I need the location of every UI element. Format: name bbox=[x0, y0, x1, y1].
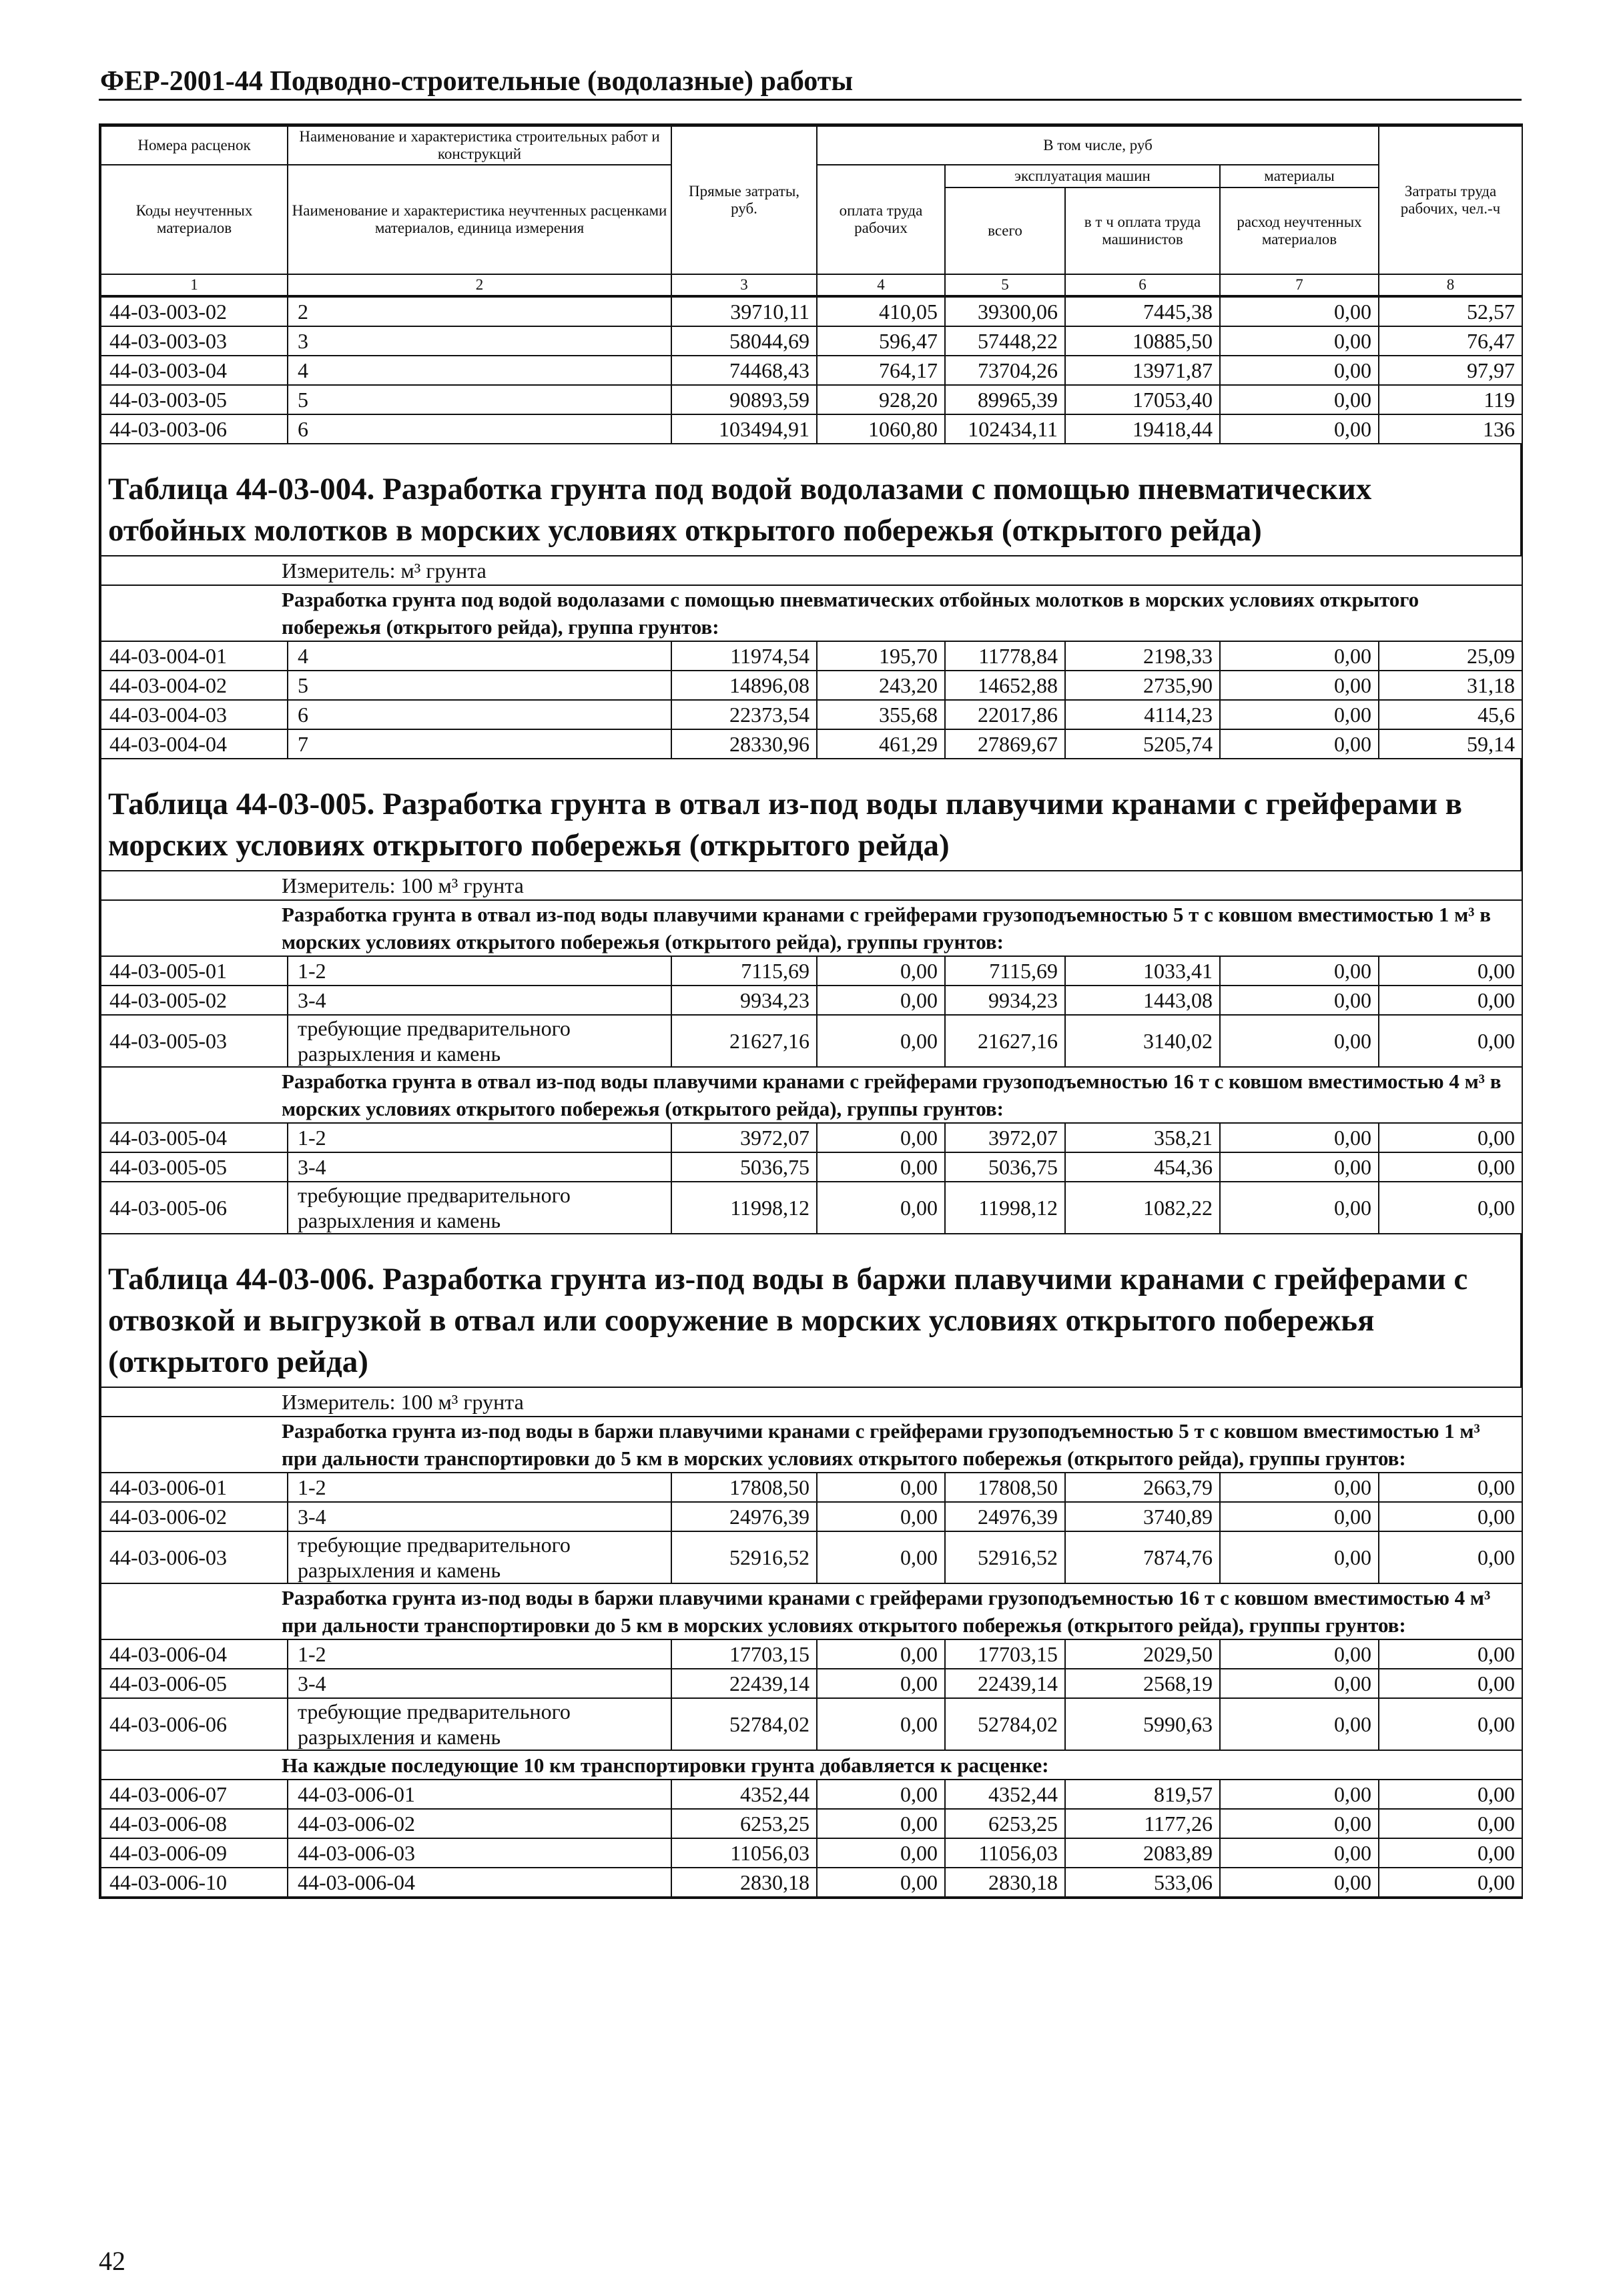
materials: 0,00 bbox=[1220, 729, 1379, 759]
worker-pay: 0,00 bbox=[817, 986, 945, 1015]
work-description: 1-2 bbox=[288, 1123, 671, 1152]
machines-total: 22439,14 bbox=[945, 1669, 1065, 1698]
column-number: 6 bbox=[1065, 274, 1220, 296]
labor-hours: 0,00 bbox=[1379, 1152, 1522, 1182]
worker-pay: 195,70 bbox=[817, 641, 945, 671]
rate-code: 44-03-004-01 bbox=[101, 641, 288, 671]
worker-pay: 0,00 bbox=[817, 1182, 945, 1234]
labor-hours: 0,00 bbox=[1379, 1502, 1522, 1531]
materials: 0,00 bbox=[1220, 1182, 1379, 1234]
materials: 0,00 bbox=[1220, 1838, 1379, 1868]
column-number: 3 bbox=[671, 274, 817, 296]
rate-code: 44-03-003-04 bbox=[101, 356, 288, 385]
header-direct-costs: Прямые затраты, руб. bbox=[671, 126, 817, 274]
machines-total: 5036,75 bbox=[945, 1152, 1065, 1182]
materials: 0,00 bbox=[1220, 671, 1379, 700]
rate-code: 44-03-006-07 bbox=[101, 1780, 288, 1809]
rate-code: 44-03-006-03 bbox=[101, 1531, 288, 1583]
direct-costs: 9934,23 bbox=[671, 986, 817, 1015]
materials: 0,00 bbox=[1220, 1123, 1379, 1152]
machines-total: 52784,02 bbox=[945, 1698, 1065, 1750]
labor-hours: 0,00 bbox=[1379, 1531, 1522, 1583]
materials: 0,00 bbox=[1220, 1698, 1379, 1750]
table-44-03-006 bbox=[100, 1387, 1523, 1898]
operator-pay: 13971,87 bbox=[1065, 356, 1220, 385]
machines-total: 17703,15 bbox=[945, 1639, 1065, 1669]
worker-pay: 0,00 bbox=[817, 1838, 945, 1868]
worker-pay: 0,00 bbox=[817, 1152, 945, 1182]
operator-pay: 3140,02 bbox=[1065, 1015, 1220, 1067]
operator-pay: 5205,74 bbox=[1065, 729, 1220, 759]
rate-code: 44-03-004-04 bbox=[101, 729, 288, 759]
column-number: 2 bbox=[288, 274, 671, 296]
machines-total: 102434,11 bbox=[945, 414, 1065, 444]
machines-total: 39300,06 bbox=[945, 297, 1065, 326]
column-number: 1 bbox=[101, 274, 288, 296]
operator-pay: 2568,19 bbox=[1065, 1669, 1220, 1698]
rate-code: 44-03-006-06 bbox=[101, 1698, 288, 1750]
page-number: 42 bbox=[99, 2246, 125, 2276]
operator-pay: 533,06 bbox=[1065, 1868, 1220, 1897]
work-description: 44-03-006-01 bbox=[288, 1780, 671, 1809]
labor-hours: 52,57 bbox=[1379, 297, 1522, 326]
header-rule bbox=[99, 99, 1522, 101]
rate-code: 44-03-003-06 bbox=[101, 414, 288, 444]
labor-hours: 0,00 bbox=[1379, 1123, 1522, 1152]
operator-pay: 2735,90 bbox=[1065, 671, 1220, 700]
labor-hours: 0,00 bbox=[1379, 1639, 1522, 1669]
running-header: ФЕР-2001-44 Подводно-строительные (водолазные) работы bbox=[100, 66, 854, 97]
table-row bbox=[101, 1473, 1522, 1502]
table-row bbox=[101, 1698, 1522, 1750]
column-number: 5 bbox=[945, 274, 1065, 296]
operator-pay: 2029,50 bbox=[1065, 1639, 1220, 1669]
table-44-03-005 bbox=[100, 870, 1523, 1234]
labor-hours: 0,00 bbox=[1379, 1838, 1522, 1868]
operator-pay: 2198,33 bbox=[1065, 641, 1220, 671]
table-row bbox=[101, 1152, 1522, 1182]
table-row bbox=[101, 729, 1522, 759]
materials: 0,00 bbox=[1220, 1152, 1379, 1182]
table-row bbox=[101, 414, 1522, 444]
work-description: 44-03-006-04 bbox=[288, 1868, 671, 1897]
header-rate-number: Номера расценок bbox=[101, 126, 288, 165]
operator-pay: 2663,79 bbox=[1065, 1473, 1220, 1502]
table-44-03-006-title bbox=[100, 1234, 1522, 1387]
labor-hours: 0,00 bbox=[1379, 1698, 1522, 1750]
machines-total: 6253,25 bbox=[945, 1809, 1065, 1838]
machines-total: 24976,39 bbox=[945, 1502, 1065, 1531]
worker-pay: 764,17 bbox=[817, 356, 945, 385]
rate-code: 44-03-006-10 bbox=[101, 1868, 288, 1897]
column-number: 7 bbox=[1220, 274, 1379, 296]
direct-costs: 28330,96 bbox=[671, 729, 817, 759]
operator-pay: 5990,63 bbox=[1065, 1698, 1220, 1750]
table-row bbox=[101, 956, 1522, 986]
materials: 0,00 bbox=[1220, 385, 1379, 414]
table-row bbox=[101, 1182, 1522, 1234]
machines-total: 9934,23 bbox=[945, 986, 1065, 1015]
labor-hours: 45,6 bbox=[1379, 700, 1522, 729]
worker-pay: 243,20 bbox=[817, 671, 945, 700]
worker-pay: 0,00 bbox=[817, 956, 945, 986]
direct-costs: 24976,39 bbox=[671, 1502, 817, 1531]
direct-costs: 11056,03 bbox=[671, 1838, 817, 1868]
rate-code: 44-03-006-02 bbox=[101, 1502, 288, 1531]
machines-total: 3972,07 bbox=[945, 1123, 1065, 1152]
table-row bbox=[101, 356, 1522, 385]
table-row bbox=[101, 297, 1522, 326]
column-number: 8 bbox=[1379, 274, 1522, 296]
work-description: 5 bbox=[288, 385, 671, 414]
work-description: требующие предварительного разрыхления и камень bbox=[288, 1531, 671, 1583]
rate-code: 44-03-006-04 bbox=[101, 1639, 288, 1669]
rate-code: 44-03-003-05 bbox=[101, 385, 288, 414]
rate-code: 44-03-005-06 bbox=[101, 1182, 288, 1234]
operator-pay: 819,57 bbox=[1065, 1780, 1220, 1809]
direct-costs: 21627,16 bbox=[671, 1015, 817, 1067]
work-description: 3-4 bbox=[288, 1152, 671, 1182]
labor-hours: 25,09 bbox=[1379, 641, 1522, 671]
worker-pay: 410,05 bbox=[817, 297, 945, 326]
work-description: 4 bbox=[288, 641, 671, 671]
operator-pay: 1082,22 bbox=[1065, 1182, 1220, 1234]
operator-pay: 1177,26 bbox=[1065, 1809, 1220, 1838]
labor-hours: 0,00 bbox=[1379, 1809, 1522, 1838]
direct-costs: 58044,69 bbox=[671, 326, 817, 356]
machines-total: 4352,44 bbox=[945, 1780, 1065, 1809]
table-row bbox=[101, 1015, 1522, 1067]
table-row bbox=[101, 1838, 1522, 1868]
labor-hours: 136 bbox=[1379, 414, 1522, 444]
materials: 0,00 bbox=[1220, 414, 1379, 444]
materials: 0,00 bbox=[1220, 1473, 1379, 1502]
work-description: 6 bbox=[288, 414, 671, 444]
direct-costs: 22373,54 bbox=[671, 700, 817, 729]
worker-pay: 0,00 bbox=[817, 1809, 945, 1838]
labor-hours: 0,00 bbox=[1379, 986, 1522, 1015]
work-description: 44-03-006-02 bbox=[288, 1809, 671, 1838]
table-44-03-005-title bbox=[100, 759, 1522, 870]
direct-costs: 14896,08 bbox=[671, 671, 817, 700]
table-row bbox=[101, 986, 1522, 1015]
group-heading: Разработка грунта в отвал из-под воды плавучими кранами с грейферами грузоподъемностью 5 т с ковшом вместимостью 1 м³ в морских условиях открытого побережья (открытого рейда), группы грунтов: bbox=[101, 900, 1522, 956]
rate-code: 44-03-006-05 bbox=[101, 1669, 288, 1698]
worker-pay: 0,00 bbox=[817, 1780, 945, 1809]
table-row bbox=[101, 1123, 1522, 1152]
operator-pay: 19418,44 bbox=[1065, 414, 1220, 444]
table-name: Разработка грунта под водой водолазами с помощью пневматических отбойных молотков в морских условиях открытого побережья (открытого рейда) bbox=[108, 472, 1372, 548]
materials: 0,00 bbox=[1220, 700, 1379, 729]
machines-total: 57448,22 bbox=[945, 326, 1065, 356]
table-number: Таблица 44-03-004. bbox=[108, 472, 375, 506]
column-number-row bbox=[101, 274, 1522, 296]
materials: 0,00 bbox=[1220, 1015, 1379, 1067]
operator-pay: 7445,38 bbox=[1065, 297, 1220, 326]
work-description: 6 bbox=[288, 700, 671, 729]
labor-hours: 59,14 bbox=[1379, 729, 1522, 759]
direct-costs: 17808,50 bbox=[671, 1473, 817, 1502]
work-description: 1-2 bbox=[288, 1639, 671, 1669]
header-including: В том числе, руб bbox=[817, 126, 1379, 165]
machines-total: 11998,12 bbox=[945, 1182, 1065, 1234]
machines-total: 22017,86 bbox=[945, 700, 1065, 729]
worker-pay: 0,00 bbox=[817, 1868, 945, 1897]
worker-pay: 1060,80 bbox=[817, 414, 945, 444]
rate-code: 44-03-005-01 bbox=[101, 956, 288, 986]
direct-costs: 22439,14 bbox=[671, 1669, 817, 1698]
column-header-table bbox=[100, 125, 1523, 296]
table-44-03-003-rows bbox=[100, 296, 1523, 444]
direct-costs: 90893,59 bbox=[671, 385, 817, 414]
table-44-03-004 bbox=[100, 555, 1523, 759]
materials: 0,00 bbox=[1220, 1780, 1379, 1809]
work-description: 2 bbox=[288, 297, 671, 326]
rate-code: 44-03-004-02 bbox=[101, 671, 288, 700]
operator-pay: 454,36 bbox=[1065, 1152, 1220, 1182]
materials: 0,00 bbox=[1220, 1502, 1379, 1531]
header-machines-total: всего bbox=[945, 187, 1065, 274]
labor-hours: 0,00 bbox=[1379, 956, 1522, 986]
header-materials: материалы bbox=[1220, 165, 1379, 187]
header-worker-pay: оплата труда рабочих bbox=[817, 165, 945, 274]
work-description: 3 bbox=[288, 326, 671, 356]
table-row bbox=[101, 1780, 1522, 1809]
worker-pay: 355,68 bbox=[817, 700, 945, 729]
materials: 0,00 bbox=[1220, 641, 1379, 671]
machines-total: 14652,88 bbox=[945, 671, 1065, 700]
labor-hours: 0,00 bbox=[1379, 1669, 1522, 1698]
machines-total: 2830,18 bbox=[945, 1868, 1065, 1897]
worker-pay: 0,00 bbox=[817, 1639, 945, 1669]
worker-pay: 0,00 bbox=[817, 1015, 945, 1067]
work-description: 44-03-006-03 bbox=[288, 1838, 671, 1868]
direct-costs: 2830,18 bbox=[671, 1868, 817, 1897]
rate-code: 44-03-005-04 bbox=[101, 1123, 288, 1152]
direct-costs: 4352,44 bbox=[671, 1780, 817, 1809]
work-description: требующие предварительного разрыхления и камень bbox=[288, 1182, 671, 1234]
machines-total: 21627,16 bbox=[945, 1015, 1065, 1067]
group-heading: Разработка грунта из-под воды в баржи плавучими кранами с грейферами грузоподъемностью 5 т с ковшом вместимостью 1 м³ при дальности транспортировки до 5 км в морских условиях открытого побережья (открытого рейда), группы грунтов: bbox=[101, 1417, 1522, 1473]
header-operator-pay: в т ч оплата труда машинистов bbox=[1065, 187, 1220, 274]
measure-unit: Измеритель: 100 м³ грунта bbox=[101, 1387, 1522, 1417]
work-description: требующие предварительного разрыхления и камень bbox=[288, 1698, 671, 1750]
labor-hours: 0,00 bbox=[1379, 1780, 1522, 1809]
work-description: 4 bbox=[288, 356, 671, 385]
direct-costs: 5036,75 bbox=[671, 1152, 817, 1182]
table-row bbox=[101, 641, 1522, 671]
group-heading: Разработка грунта в отвал из-под воды плавучими кранами с грейферами грузоподъемностью 16 т с ковшом вместимостью 4 м³ в морских условиях открытого побережья (открытого рейда), группы грунтов: bbox=[101, 1067, 1522, 1123]
labor-hours: 119 bbox=[1379, 385, 1522, 414]
table-row bbox=[101, 1639, 1522, 1669]
worker-pay: 461,29 bbox=[817, 729, 945, 759]
labor-hours: 76,47 bbox=[1379, 326, 1522, 356]
table-name: Разработка грунта из-под воды в баржи плавучими кранами с грейферами с отвозкой и выгрузкой в отвал или сооружение в морских условиях открытого побережья (открытого рейда) bbox=[108, 1262, 1468, 1379]
work-description: 5 bbox=[288, 671, 671, 700]
work-description: 1-2 bbox=[288, 956, 671, 986]
labor-hours: 0,00 bbox=[1379, 1015, 1522, 1067]
direct-costs: 3972,07 bbox=[671, 1123, 817, 1152]
labor-hours: 0,00 bbox=[1379, 1868, 1522, 1897]
measure-unit: Измеритель: м³ грунта bbox=[101, 556, 1522, 585]
rate-code: 44-03-003-02 bbox=[101, 297, 288, 326]
operator-pay: 10885,50 bbox=[1065, 326, 1220, 356]
machines-total: 89965,39 bbox=[945, 385, 1065, 414]
rate-code: 44-03-006-01 bbox=[101, 1473, 288, 1502]
table-row bbox=[101, 385, 1522, 414]
materials: 0,00 bbox=[1220, 1669, 1379, 1698]
direct-costs: 17703,15 bbox=[671, 1639, 817, 1669]
machines-total: 27869,67 bbox=[945, 729, 1065, 759]
header-machines: эксплуатация машин bbox=[945, 165, 1220, 187]
operator-pay: 17053,40 bbox=[1065, 385, 1220, 414]
table-number: Таблица 44-03-006. bbox=[108, 1262, 375, 1296]
table-44-03-004-title bbox=[100, 444, 1522, 555]
worker-pay: 0,00 bbox=[817, 1669, 945, 1698]
group-heading: Разработка грунта под водой водолазами с помощью пневматических отбойных молотков в морских условиях открытого побережья (открытого рейда), группа грунтов: bbox=[101, 585, 1522, 641]
work-description: 3-4 bbox=[288, 986, 671, 1015]
table-row bbox=[101, 1669, 1522, 1698]
table-row bbox=[101, 1502, 1522, 1531]
direct-costs: 52916,52 bbox=[671, 1531, 817, 1583]
machines-total: 17808,50 bbox=[945, 1473, 1065, 1502]
operator-pay: 4114,23 bbox=[1065, 700, 1220, 729]
machines-total: 11056,03 bbox=[945, 1838, 1065, 1868]
table-name: Разработка грунта в отвал из-под воды плавучими кранами с грейферами в морских условиях открытого побережья (открытого рейда) bbox=[108, 787, 1463, 863]
materials: 0,00 bbox=[1220, 356, 1379, 385]
materials: 0,00 bbox=[1220, 986, 1379, 1015]
materials: 0,00 bbox=[1220, 1531, 1379, 1583]
group-heading: Разработка грунта из-под воды в баржи плавучими кранами с грейферами грузоподъемностью 16 т с ковшом вместимостью 4 м³ при дальности транспортировки до 5 км в морских условиях открытого побережья (открытого рейда), группы грунтов: bbox=[101, 1583, 1522, 1639]
materials: 0,00 bbox=[1220, 1809, 1379, 1838]
worker-pay: 0,00 bbox=[817, 1473, 945, 1502]
machines-total: 7115,69 bbox=[945, 956, 1065, 986]
work-description: требующие предварительного разрыхления и камень bbox=[288, 1015, 671, 1067]
work-description: 3-4 bbox=[288, 1669, 671, 1698]
direct-costs: 74468,43 bbox=[671, 356, 817, 385]
direct-costs: 6253,25 bbox=[671, 1809, 817, 1838]
header-material-consumption: расход неучтенных материалов bbox=[1220, 187, 1379, 274]
operator-pay: 358,21 bbox=[1065, 1123, 1220, 1152]
machines-total: 52916,52 bbox=[945, 1531, 1065, 1583]
worker-pay: 0,00 bbox=[817, 1123, 945, 1152]
column-number: 4 bbox=[817, 274, 945, 296]
materials: 0,00 bbox=[1220, 297, 1379, 326]
direct-costs: 103494,91 bbox=[671, 414, 817, 444]
labor-hours: 0,00 bbox=[1379, 1473, 1522, 1502]
direct-costs: 11998,12 bbox=[671, 1182, 817, 1234]
rates-sheet bbox=[99, 123, 1523, 1899]
table-row bbox=[101, 671, 1522, 700]
operator-pay: 1033,41 bbox=[1065, 956, 1220, 986]
work-description: 3-4 bbox=[288, 1502, 671, 1531]
direct-costs: 7115,69 bbox=[671, 956, 817, 986]
work-description: 7 bbox=[288, 729, 671, 759]
labor-hours: 31,18 bbox=[1379, 671, 1522, 700]
materials: 0,00 bbox=[1220, 1639, 1379, 1669]
rate-code: 44-03-006-08 bbox=[101, 1809, 288, 1838]
rate-code: 44-03-005-02 bbox=[101, 986, 288, 1015]
header-material-codes: Коды неучтенных материалов bbox=[101, 165, 288, 274]
worker-pay: 0,00 bbox=[817, 1698, 945, 1750]
materials: 0,00 bbox=[1220, 956, 1379, 986]
operator-pay: 1443,08 bbox=[1065, 986, 1220, 1015]
direct-costs: 39710,11 bbox=[671, 297, 817, 326]
table-row bbox=[101, 1531, 1522, 1583]
operator-pay: 2083,89 bbox=[1065, 1838, 1220, 1868]
header-labor-hours: Затраты труда рабочих, чел.-ч bbox=[1379, 126, 1522, 274]
rate-code: 44-03-004-03 bbox=[101, 700, 288, 729]
direct-costs: 52784,02 bbox=[671, 1698, 817, 1750]
rate-code: 44-03-003-03 bbox=[101, 326, 288, 356]
work-description: 1-2 bbox=[288, 1473, 671, 1502]
worker-pay: 0,00 bbox=[817, 1502, 945, 1531]
direct-costs: 11974,54 bbox=[671, 641, 817, 671]
machines-total: 73704,26 bbox=[945, 356, 1065, 385]
machines-total: 11778,84 bbox=[945, 641, 1065, 671]
worker-pay: 596,47 bbox=[817, 326, 945, 356]
operator-pay: 7874,76 bbox=[1065, 1531, 1220, 1583]
table-row bbox=[101, 326, 1522, 356]
header-material-name: Наименование и характеристика неучтенных расценками материалов, единица измерения bbox=[288, 165, 671, 274]
table-number: Таблица 44-03-005. bbox=[108, 787, 375, 821]
group-heading: На каждые последующие 10 км транспортировки грунта добавляется к расценке: bbox=[101, 1750, 1522, 1780]
labor-hours: 0,00 bbox=[1379, 1182, 1522, 1234]
table-row bbox=[101, 1809, 1522, 1838]
rate-code: 44-03-006-09 bbox=[101, 1838, 288, 1868]
header-work-name: Наименование и характеристика строительных работ и конструкций bbox=[288, 126, 671, 165]
labor-hours: 97,97 bbox=[1379, 356, 1522, 385]
operator-pay: 3740,89 bbox=[1065, 1502, 1220, 1531]
measure-unit: Измеритель: 100 м³ грунта bbox=[101, 871, 1522, 900]
materials: 0,00 bbox=[1220, 1868, 1379, 1897]
worker-pay: 928,20 bbox=[817, 385, 945, 414]
rate-code: 44-03-005-03 bbox=[101, 1015, 288, 1067]
materials: 0,00 bbox=[1220, 326, 1379, 356]
worker-pay: 0,00 bbox=[817, 1531, 945, 1583]
table-row bbox=[101, 1868, 1522, 1897]
table-row bbox=[101, 700, 1522, 729]
rate-code: 44-03-005-05 bbox=[101, 1152, 288, 1182]
